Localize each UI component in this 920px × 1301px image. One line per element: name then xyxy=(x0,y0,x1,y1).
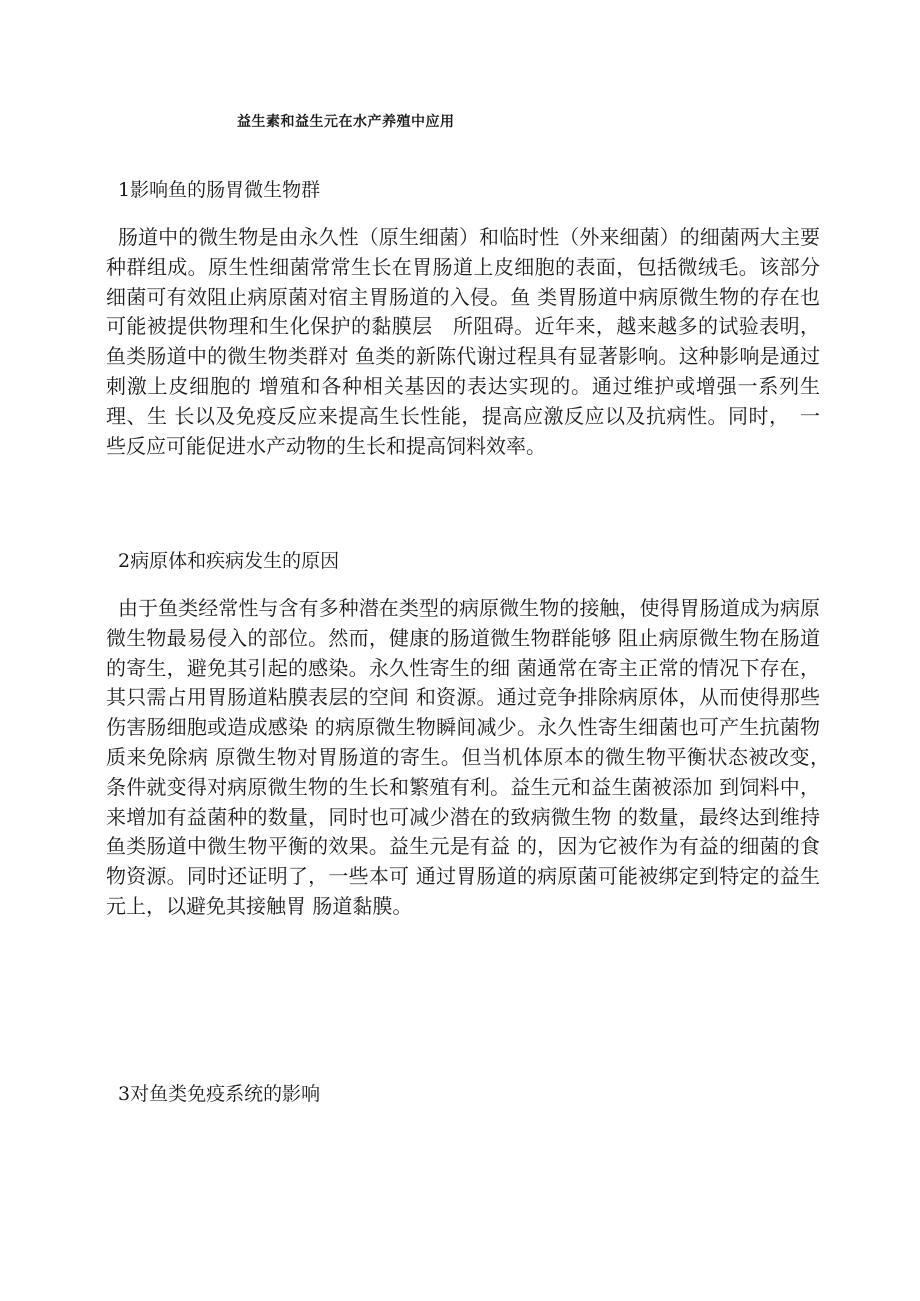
section-paragraph-2: 由于鱼类经常性与含有多种潜在类型的病原微生物的接触，使得胃肠道成为病原微生物最易侵入的部位。然而，健康的肠道微生物群能够 阻止病原微生物在肠道的寄生，避免其引起的感染。永久性寄生的细 菌通常在寄主正常的情况下存在，其只需占用胃肠道粘膜表层的空间 和资源。通过竞争排除病原体，从而使得那些伤害肠细胞或造成感染 的病原微生物瞬间减少。永久性寄生细菌也可产生抗菌物质来免除病 原微生物对胃肠道的寄生。但当机体原本的微生物平衡状态被改变， 条件就变得对病原微生物的生长和繁殖有利。益生元和益生菌被添加 到饲料中，来增加有益菌种的数量，同时也可减少潜在的致病微生物 的数量，最终达到维持鱼类肠道中微生物平衡的效果。益生元是有益 的，因为它被作为有益的细菌的食物资源。同时还证明了，一些本可 通过胃肠道的病原菌可能被绑定到特定的益生元上，以避免其接触胃 肠道黏膜。 xyxy=(106,596,840,918)
section-heading-2: 2病原体和疾病发生的原因 xyxy=(118,550,340,572)
section-heading-1: 1影响鱼的肠胃微生物群 xyxy=(118,179,321,201)
section-paragraph-1: 肠道中的微生物是由永久性（原生细菌）和临时性（外来细菌）的细菌两大主要种群组成。原生性细菌常常生长在胃肠道上皮细胞的表面，包括微绒毛。该部分细菌可有效阻止病原菌对宿主胃肠道的入侵。鱼 类胃肠道中病原微生物的存在也可能被提供物理和生化保护的黏膜层 所阻碍。近年来，越来越多的试验表明，鱼类肠道中的微生物类群对 鱼类的新陈代谢过程具有显著影响。这种影响是通过刺激上皮细胞的 增殖和各种相关基因的表达实现的。通过维护或增强一系列生理、生 长以及免疫反应来提高生长性能，提高应激反应以及抗病性。同时， 一些反应可能促进水产动物的生长和提高饲料效率。 xyxy=(106,225,820,458)
document-title: 益生素和益生元在水产养殖中应用 xyxy=(237,114,455,130)
section-heading-3: 3对鱼类免疫系统的影响 xyxy=(118,1083,321,1105)
